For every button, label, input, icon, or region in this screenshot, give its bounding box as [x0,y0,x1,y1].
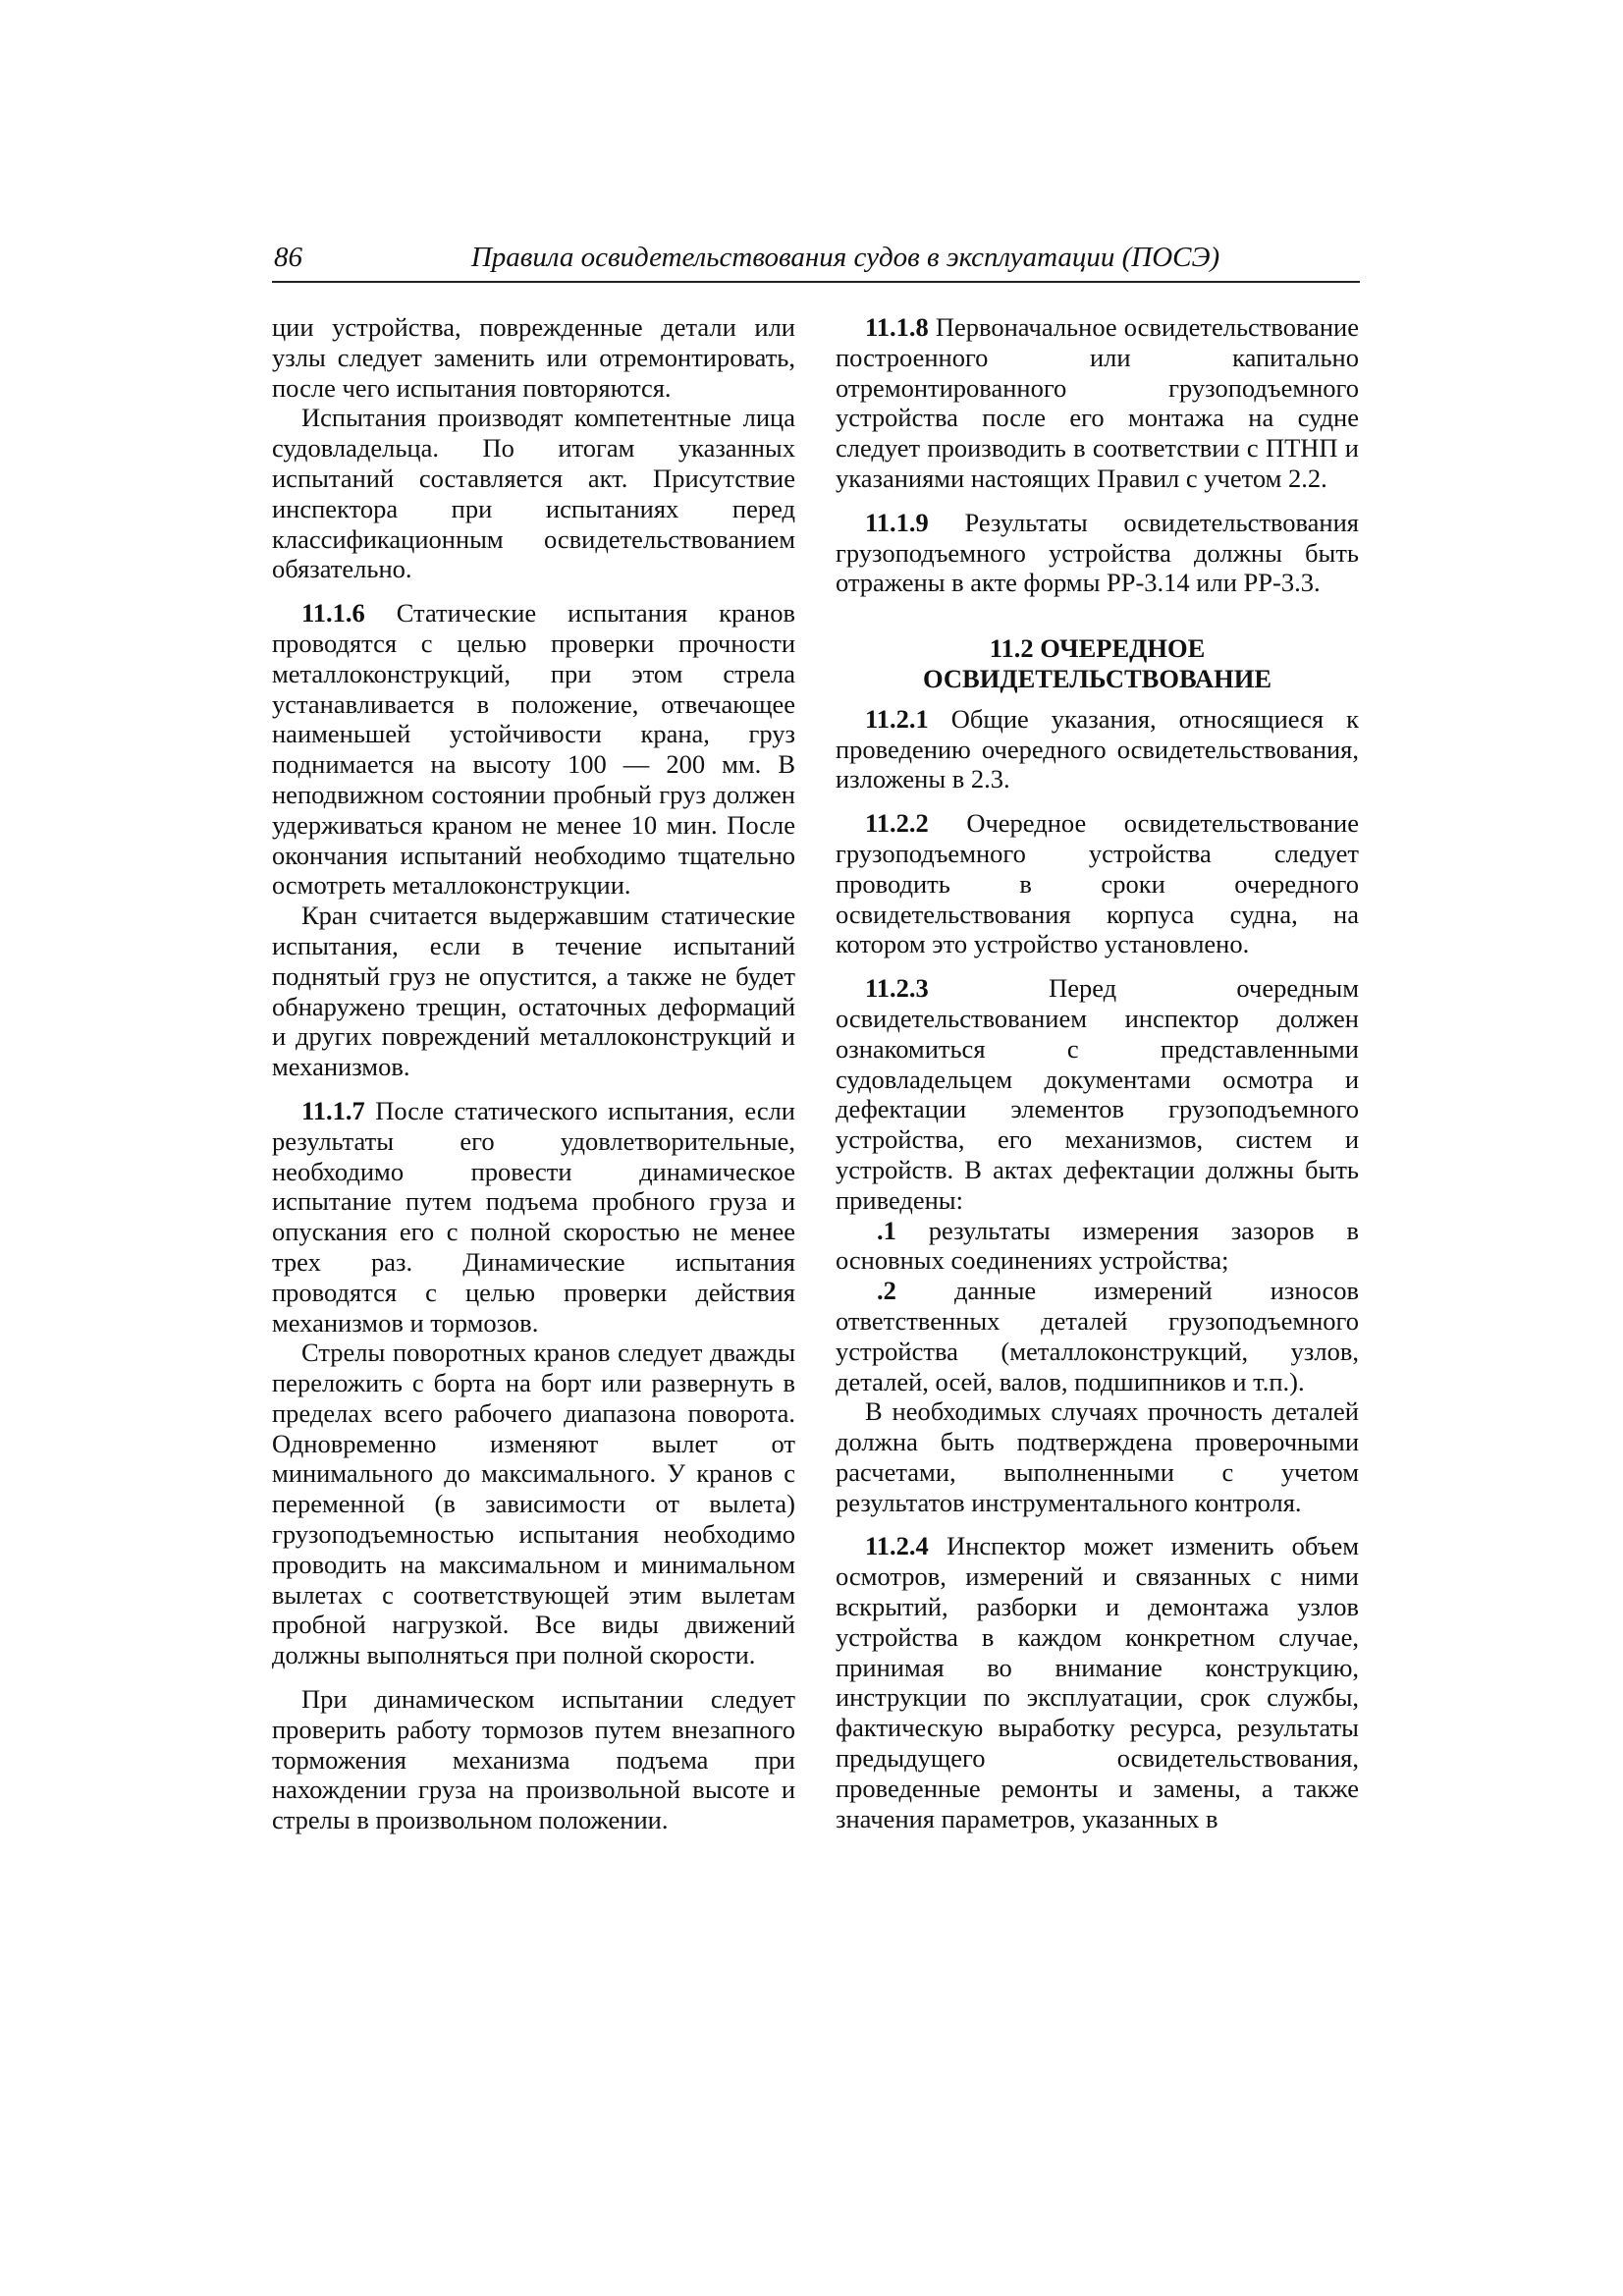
clause-11-2-1 [836,704,1359,794]
clause-11-2-3 [836,973,1359,1215]
clause-text: Очередное освидетельствование грузоподъемного устройства следует проводить в сроки очередного освидетельствования корпуса судна, на котором это устройство установлено. [836,808,1359,959]
item-number: .1 [877,1215,896,1245]
clause-11-1-9 [836,508,1359,598]
clause-number: 11.1.7 [301,1095,365,1125]
clause-text: Статические испытания кранов проводятся с целью проверки прочности металлоконструкций, при этом стрела устанавливается в положение, отвечающее наименьшей устойчивости крана, груз поднимается на высоту 100 — 200 мм. В неподвижном состоянии пробный груз должен удерживаться краном не менее 10 мин. После окончания испытаний необходимо тщательно осмотреть металлоконструкции. [272,598,795,901]
clause-11-2-4 [836,1531,1359,1833]
clause-number: 11.1.8 [865,312,929,342]
page-header [272,242,1360,283]
list-item [836,1216,1359,1277]
paragraph: Испытания производят компетентные лица судовладельца. По итогам указанных испытаний составляется акт. Присутствие инспектора при испытаниях перед классификационным освидетельствованием обязательно. [272,403,795,584]
page-number: 86 [274,242,302,273]
clause-number: 11.2.2 [865,808,929,839]
item-text: результаты измерения зазоров в основных соединениях устройства; [836,1215,1359,1276]
clause-text: Общие указания, относящиеся к проведению очередного освидетельствования, изложены в 2.3. [836,703,1359,794]
clause-number: 11.1.6 [301,598,365,629]
clause-11-1-6 [272,598,795,901]
item-number: .2 [877,1276,896,1306]
clause-number: 11.1.9 [865,507,929,537]
right-column [836,312,1359,1833]
item-text: данные измерений износов ответственных деталей грузоподъемного устройства (металлоконструкций, узлов, деталей, осей, валов, подшипников и т.п.). [836,1276,1359,1396]
running-title: Правила освидетельствования судов в эксплуатации (ПОСЭ) [470,242,1220,273]
clause-text: Инспектор может изменить объем осмотров, измерений и связанных с ними вскрытий, разборки и демонтажа узлов устройства в каждом конкретном случае, принимая во внимание конструкцию, инструкции по эксплуатации, срок службы, фактическую выработку ресурса, результаты предыдущего освидетельствования, проведенные ремонты и замены, а также значения параметров, указанных в [836,1531,1359,1833]
paragraph: Кран считается выдержавшим статические испытания, если в течение испытаний поднятый груз не опустится, а также не будет обнаружено трещин, остаточных деформаций и других повреждений металлоконструкций и механизмов. [272,901,795,1082]
section-title [836,633,1359,694]
paragraph: Стрелы поворотных кранов следует дважды переложить с борта на борт или развернуть в пределах всего рабочего диапазона поворота. Одновременно изменяют вылет от минимального до максимального. У кранов с переменной (в зависимости от вылета) грузоподъемностью испытания необходимо проводить на максимальном и минимальном вылетах с соответствующей этим вылетам пробной нагрузкой. Все виды движений должны выполняться при полной скорости. [272,1338,795,1670]
clause-number: 11.2.3 [865,973,929,1004]
clause-11-1-7 [272,1096,795,1338]
clause-text: Первоначальное освидетельствование построенного или капитально отремонтированного грузоподъемного устройства после его монтажа на судне следует производить в соответствии с ПТНП и указаниями настоящих Правил с учетом 2.2. [836,312,1359,493]
section-title-line: 11.2 ОЧЕРЕДНОЕ [989,633,1206,664]
paragraph: В необходимых случаях прочность деталей должна быть подтверждена проверочными расчетами, выполненными с учетом результатов инструментального контроля. [836,1396,1359,1517]
section-title-line: ОСВИДЕТЕЛЬСТВОВАНИЕ [922,663,1272,693]
clause-text: После статического испытания, если результаты его удовлетворительные, необходимо провести динамическое испытание путем подъема пробного груза и опускания его с полной скоростью не менее трех раз. Динамические испытания проводятся с целью проверки действия механизмов и тормозов. [272,1095,795,1338]
clause-11-1-8 [836,312,1359,494]
list-item [836,1276,1359,1396]
clause-11-2-2 [836,808,1359,959]
paragraph: ции устройства, поврежденные детали или узлы следует заменить или отремонтировать, после чего испытания повторяются. [272,312,795,403]
paragraph: При динамическом испытании следует проверить работу тормозов путем внезапного торможения механизма подъема при нахождении груза на произвольной высоте и стрелы в произвольном положении. [272,1684,795,1835]
clause-text: Перед очередным освидетельствованием инспектор должен ознакомиться с представленными судовладельцем документами осмотра и дефектации элементов грузоподъемного устройства, его механизмов, систем и устройств. В актах дефектации должны быть приведены: [836,973,1359,1215]
clause-number: 11.2.4 [865,1531,929,1561]
clause-number: 11.2.1 [865,703,929,734]
clause-text: Результаты освидетельствования грузоподъемного устройства должны быть отражены в акте формы РР-3.14 или РР-3.3. [836,507,1359,598]
left-column [272,312,795,1835]
